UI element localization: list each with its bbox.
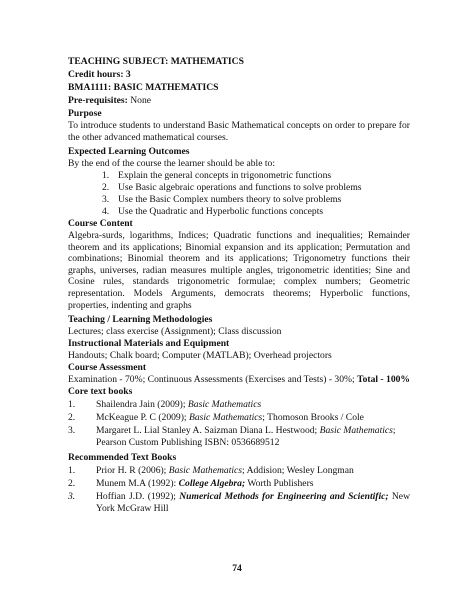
prereq-value: None <box>127 95 152 106</box>
core-book-entry <box>96 425 410 448</box>
outcomes-intro: By the end of the course the learner should be able to: <box>68 158 275 169</box>
content-title: Course Content <box>68 218 133 229</box>
outcomes-title: Expected Learning Outcomes <box>68 146 190 157</box>
book-author: McKeague P. C (2009); <box>96 412 189 423</box>
rec-book-entry <box>96 491 410 514</box>
prerequisites <box>68 95 410 107</box>
rec-book-number: 3. <box>68 491 76 502</box>
credit-hours: Credit hours: 3 <box>68 69 131 80</box>
rec-book-number: 1. <box>68 465 76 476</box>
book-publisher: Worth Publishers <box>245 478 314 489</box>
outcome-text: Use Basic algebraic operations and functions to solve problems <box>118 182 362 193</box>
book-author: Prior H. R (2006); <box>96 465 169 476</box>
outcome-number: 1. <box>102 170 110 181</box>
book-publisher: New York McGraw Hill <box>96 491 410 514</box>
outcome-number: 3. <box>102 194 110 205</box>
core-book-entry <box>96 412 410 424</box>
methods-title: Teaching / Learning Methodologies <box>68 314 213 325</box>
assessment-title: Course Assessment <box>68 362 147 373</box>
core-book-entry <box>96 399 410 411</box>
book-publisher: ; Thomoson Brooks / Cole <box>262 412 364 423</box>
book-author: Margaret L. Lial Stanley A. Saizman Diana L. Hestwood; <box>96 425 320 436</box>
content-text: Algebra-surds, logarithms, Indices; Quadratic functions and inequalities; Remainder theorem and its applications; Binomial expansion and its application; Permutation and combinations; Binomial theorem and its applications; Trigonometry functions their graphs, universes, radian measures multiple angles, trigonometric identities; Sine and Cosine rules, standards trigonometric formulae; complex numbers; Geometric representation. Models Arguments, democrats theorems; Hyperbolic functions, properties, indenting and graphs <box>68 230 410 311</box>
book-title: Numerical Methods for Engineering and Scientific; <box>179 491 389 502</box>
assessment-breakdown: Examination - 70%; Continuous Assessments (Exercises and Tests) - 30%; <box>68 374 358 385</box>
core-book-number: 1. <box>68 399 76 410</box>
page-number: 74 <box>232 563 242 574</box>
rec-book-entry <box>96 478 410 490</box>
outcome-text: Use the Basic Complex numbers theory to solve problems <box>118 194 342 205</box>
materials-title: Instructional Materials and Equipment <box>68 338 230 349</box>
book-title: Basic Mathematics <box>189 412 263 423</box>
rec-book-entry <box>96 465 410 477</box>
book-author: Munem M.A (1992): <box>96 478 179 489</box>
book-publisher: ; Addision; Wesley Longman <box>242 465 354 476</box>
book-title: Basic Mathematics <box>319 425 393 436</box>
prereq-label: Pre-requisites: <box>68 95 128 106</box>
book-author: Shailendra Jain (2009); <box>96 399 188 410</box>
book-title: College Algebra; <box>178 478 246 489</box>
subject-heading: TEACHING SUBJECT: MATHEMATICS <box>68 56 244 67</box>
book-publisher: ; Pearson Custom Publishing ISBN: 0536689512 <box>96 425 396 448</box>
core-book-number: 3. <box>68 425 76 436</box>
book-title: Basic Mathematics <box>187 399 262 410</box>
methods-text: Lectures; class exercise (Assignment); Class discussion <box>68 326 282 337</box>
core-books-title: Core text books <box>68 386 133 397</box>
materials-text: Handouts; Chalk board; Computer (MATLAB); Overhead projectors <box>68 350 332 361</box>
outcome-number: 4. <box>102 206 110 217</box>
book-author: Hoffian J.D. (1992); <box>96 491 180 502</box>
book-title: Basic Mathematics <box>168 465 243 476</box>
outcome-text: Explain the general concepts in trigonometric functions <box>118 170 332 181</box>
rec-book-number: 2. <box>68 478 76 489</box>
core-book-number: 2. <box>68 412 76 423</box>
outcome-number: 2. <box>102 182 110 193</box>
assessment-total: Total - 100% <box>357 374 411 385</box>
purpose-title: Purpose <box>68 108 102 119</box>
outcome-text: Use the Quadratic and Hyperbolic functions concepts <box>118 206 324 217</box>
course-code-title: BMA1111: BASIC MATHEMATICS <box>68 82 219 93</box>
recommended-books-title: Recommended Text Books <box>68 452 177 463</box>
purpose-text: To introduce students to understand Basic Mathematical concepts on order to prepare for the other advanced mathematical courses. <box>68 120 410 143</box>
assessment-text <box>68 374 410 386</box>
